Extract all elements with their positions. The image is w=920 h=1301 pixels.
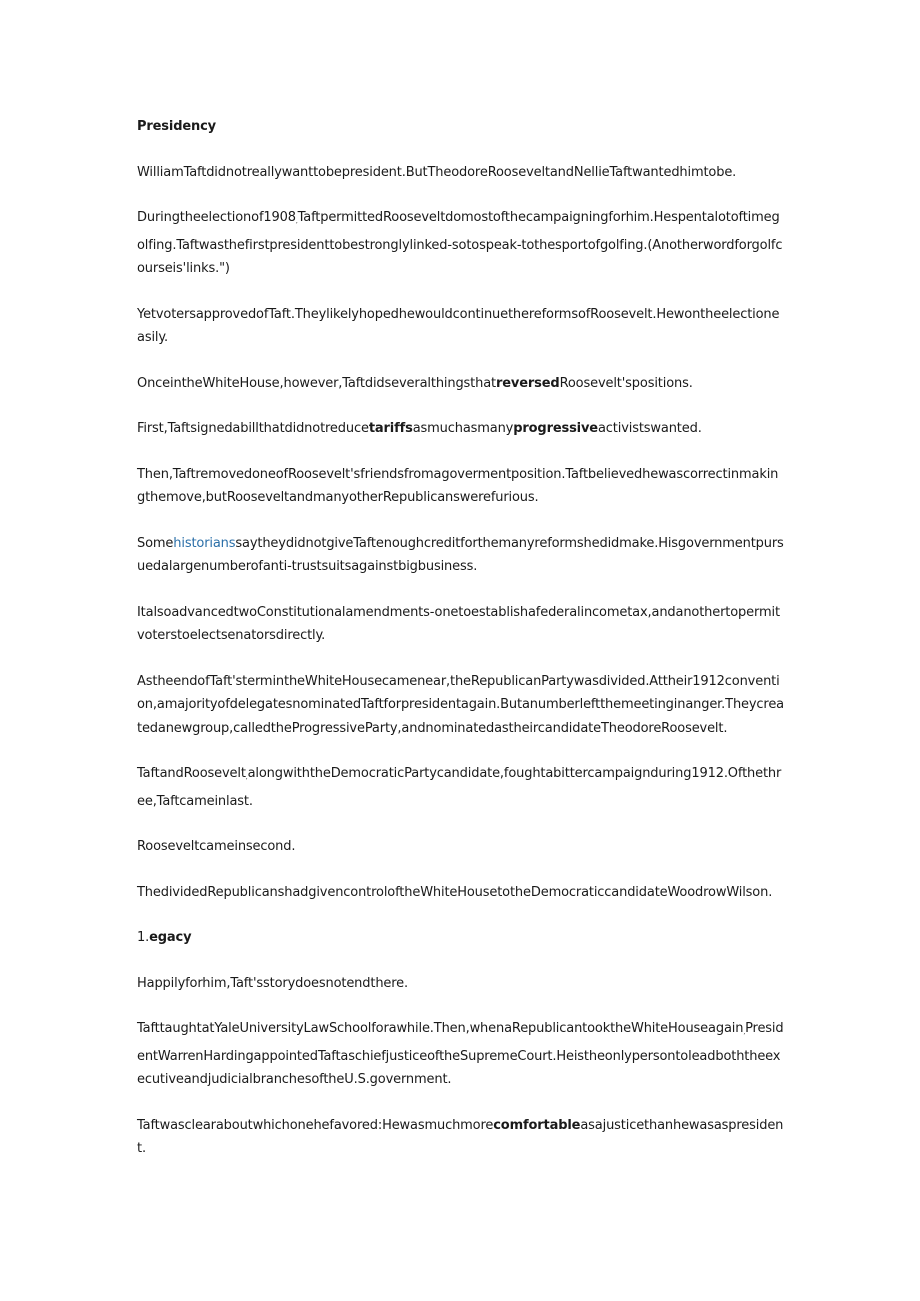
- paragraph-5: [137, 417, 785, 441]
- keyword-reversed: reversed: [495, 375, 560, 391]
- paragraph-15-comma: ,: [743, 1029, 746, 1036]
- paragraph-10-text-b: alongwiththeDemocraticPartycandidate,foughtabittercampaignduring1912.Ofthethree,Taftcameinlast.: [137, 766, 782, 809]
- paragraph-7-text-b: saytheydidnotgiveTaftenoughcreditforthemanyreformshedidmake.Hisgovernmentpursuedalargenumberofanti-trustsuitsagainstbigbusiness.: [137, 535, 784, 574]
- historians-link[interactable]: historians: [173, 535, 236, 551]
- paragraph-8: ItalsoadvancedtwoConstitutionalamendments-onetoestablishafederalincometax,andanothertopermitvoterstoelectsenatorsdirectly.: [137, 604, 780, 643]
- section-title: egacy: [149, 930, 192, 945]
- paragraph-3: YetvotersapprovedofTaft.TheylikelyhopedhewouldcontinuethereformsofRoosevelt.Hewontheelectioneasily.: [137, 306, 780, 345]
- paragraph-15-text-b: PresidentWarrenHardingappointedTaftaschiefjusticeoftheSupremeCourt.HeistheonlypersontoleadboththeexecutiveandjudicialbranchesoftheU.S.government.: [137, 1021, 784, 1087]
- paragraph-15: [137, 1017, 785, 1092]
- paragraph-14: Happilyforhim,Taft'sstorydoesnotendthere.: [137, 975, 408, 991]
- paragraph-5-text-c: activistswanted.: [597, 421, 702, 436]
- page-title: Presidency: [137, 119, 217, 134]
- paragraph-5-text-a: First,Taftsignedabillthatdidnotreduce: [137, 421, 369, 436]
- paragraph-9: AstheendofTaft'stermintheWhiteHousecamenear,theRepublicanPartywasdivided.Attheir1912convention,amajorityofdelegatesnominatedTaftforpresidentagain.Butanumberleftthemeetinginanger.Theycreatedanewgroup,calledtheProgressiveParty,andnominatedastheircandidateTheodoreRoosevelt.: [137, 673, 784, 736]
- paragraph-7: [137, 532, 785, 579]
- keyword-comfortable: comfortable: [493, 1117, 581, 1133]
- paragraph-4-text-b: Roosevelt'spositions.: [559, 375, 693, 391]
- paragraph-2-text-a: Duringtheelectionof1908: [137, 210, 296, 225]
- paragraph-10-text-a: TaftandRoosevelt: [137, 766, 246, 781]
- paragraph-10-comma: ,: [245, 774, 248, 781]
- paragraph-1: WilliamTaftdidnotreallywanttobepresident.ButTheodoreRooseveltandNellieTaftwantedhimtobe.: [137, 164, 737, 180]
- paragraph-2: [137, 206, 785, 281]
- paragraph-2-text-b: TaftpermittedRooseveltdomostofthecampaigningforhim.Hespentalotoftimegolfing.Taftwasthefirstpresidenttobestronglylinked-sotospeak-tothesportofgolfing.(Anotherwordforgolfcourseis'links."): [137, 210, 783, 276]
- paragraph-4-text-a: OnceintheWhiteHouse,however,Taftdidseveralthingsthat: [137, 375, 496, 391]
- paragraph-12: ThedividedRepublicanshadgivencontroloftheWhiteHousetotheDemocraticcandidateWoodrowWilson.: [137, 884, 773, 900]
- section-heading-legacy: [137, 926, 785, 950]
- paragraph-15-text-a: TafttaughtatYaleUniversityLawSchoolforawhile.Then,whenaRepublicantooktheWhiteHouseagain: [137, 1021, 744, 1036]
- paragraph-16-text-b: asajusticethanhewasaspresident.: [137, 1117, 784, 1156]
- document-body: [137, 115, 785, 1183]
- paragraph-10: [137, 762, 785, 813]
- paragraph-16-text-a: Taftwasclearaboutwhichonehefavored:Hewasmuchmore: [137, 1117, 494, 1133]
- keyword-progressive: progressive: [513, 421, 598, 436]
- paragraph-7-text-a: Some: [137, 535, 174, 551]
- section-number: 1.: [137, 930, 150, 945]
- paragraph-6: Then,TaftremovedoneofRoosevelt'sfriendsfromagovermentposition.Taftbelievedhewascorrectinmakingthemove,butRooseveltandmanyotherRepublicanswerefurious.: [137, 466, 779, 505]
- paragraph-11: Rooseveltcameinsecond.: [137, 839, 296, 854]
- paragraph-4: [137, 372, 785, 396]
- keyword-tariffs: tariffs: [368, 421, 413, 436]
- paragraph-5-text-b: asmuchasmany: [412, 421, 514, 436]
- paragraph-16: [137, 1114, 785, 1161]
- paragraph-2-comma: ,: [295, 218, 298, 225]
